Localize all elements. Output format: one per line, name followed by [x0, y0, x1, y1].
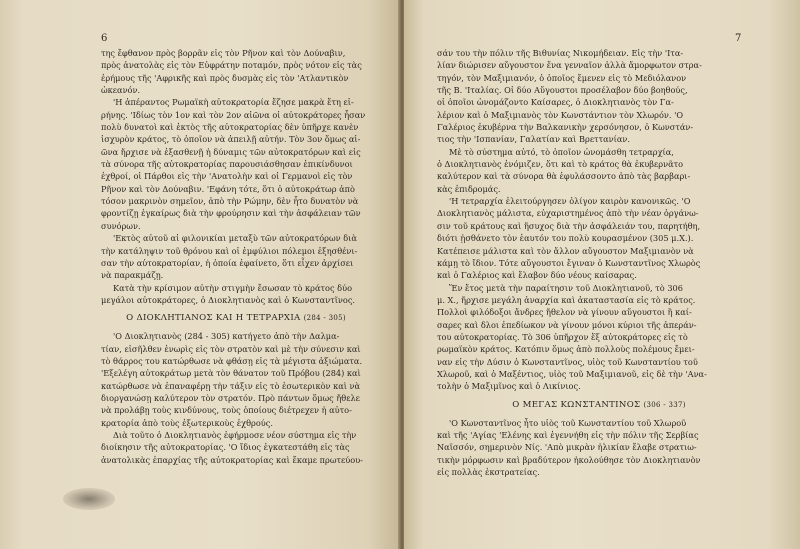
text-line: σαν τὴν αὐτοκρατορίαν, ἡ ὁποία ἐφαίνετο, ὅτι εἶχεν ἀρχίσει — [101, 257, 354, 268]
text-line: ρωμαϊκὸν κράτος. Κατόπιν ὅμως ἀπὸ πολλοὺς πολέμους ἔμει- — [437, 344, 695, 355]
paragraphs-after-heading — [437, 417, 761, 479]
text-line: ρήνης. 'Ιδίως τὸν 1ον καὶ τὸν 2ον αἰῶνα οἱ αὐτοκράτορες ἦσαν — [101, 109, 366, 120]
text-line: κατώρθωσε νὰ ἐπαναφέρῃ τὴν τάξιν εἰς τὸ ἐσωτερικὸν καὶ νὰ — [101, 380, 361, 391]
text-line: φροντίζῃ ἐγκαίρως διὰ τὴν φρούρησιν καὶ τὴν ἀσφάλειαν τῶν — [101, 208, 361, 219]
right-page — [404, 0, 800, 549]
text-line: σάν του τὴν πόλιν τῆς Βιθυνίας Νικομήδειαν. Εἰς τὴν 'Ιτα- — [437, 48, 684, 58]
paragraphs-before-heading — [437, 47, 761, 393]
text-line: τὴν κατάληψιν τοῦ θρόνου καὶ οἱ ἐμφύλιοι πόλεμοι ἐξησθένι- — [101, 245, 358, 256]
text-line: ἐχθροί, οἱ Πάρθοι εἰς τὴν 'Ανατολὴν καὶ οἱ Γερμανοὶ εἰς τὸν — [101, 171, 353, 182]
text-line: πρὸς ἀνατολὰς εἰς τὸν Εὐφράτην ποταμόν, πρὸς νότον εἰς τὰς — [101, 60, 362, 71]
text-line: ναν εἰς τὴν Δύσιν ὁ Κωνσταντῖνος, υἱὸς τοῦ Κωνσταντίου τοῦ — [437, 356, 698, 367]
text-line: κάμῃ τὸ ἴδιον. Τότε αὔγουστοι ἔγιναν ὁ Κωνσταντῖνος Χλωρὸς — [437, 257, 701, 268]
text-line: νὰ παρακμάζῃ. — [101, 270, 164, 281]
text-line: ὠκεανόν. — [101, 85, 141, 96]
section-heading-title: Ο ΜΕΓΑΣ ΚΩΝΣΤΑΝΤΙΝΟΣ — [512, 399, 641, 410]
section-heading — [101, 312, 371, 326]
text-line: σιν τοῦ κράτους καὶ ἥσυχος διὰ τὴν ἀσφάλειάν του, παρητήθη, — [437, 220, 701, 231]
text-line: πολὺ δυνατοὶ καὶ ἐκτὸς τῆς αὐτοκρατορίας δὲν ὑπῆρχε κανὲν — [101, 122, 359, 133]
section-heading — [437, 399, 761, 413]
text-line: Ἕν ἔτος μετὰ τὴν παραίτησιν τοῦ Διοκλητιανοῦ, τὸ 306 — [449, 282, 683, 293]
text-line: τίαν, εἰσῆλθεν ἐνωρὶς εἰς τὸν στρατὸν καὶ μὲ τὴν σύνεσιν καὶ — [101, 343, 361, 354]
text-line: τόσον μακρινὸν σημεῖον, ἀπὸ τὴν Ρώμην, δὲν ἦτο δυνατὸν νὰ — [101, 196, 359, 207]
text-line: μ. Χ., ἤρχισε μεγάλη ἀναρχία καὶ ἀκαταστασία εἰς τὸ κράτος. — [437, 294, 696, 305]
text-line: συνόρων. — [101, 220, 141, 231]
text-line: διοργανώσῃ καλύτερον τὸν στρατόν. Πρὸ πάντων ὅμως ἤθελε — [101, 392, 360, 403]
text-line: εἰς πολλὰς ἐκστρατείας. — [437, 467, 540, 477]
text-line: 'Ο Διοκλητιανὸς (284 - 305) κατήγετο ἀπὸ τὴν Δαλμα- — [113, 331, 340, 342]
text-line: κρατορία ἀπὸ τοὺς ἐξωτερικοὺς ἐχθρούς. — [101, 417, 273, 428]
text-line: καὶ ὁ Γαλέριος καὶ ἔλαβον δύο νέους καίσαρας. — [437, 270, 637, 281]
text-line: νὰ προλάβῃ τοὺς κινδύνους, τοὺς ὁποίους διέτρεχεν ἡ αὐτο- — [101, 405, 352, 416]
text-line: μεγάλοι αὐτοκράτορες, ὁ Διοκλητιανὸς καὶ ὁ Κωνσταντῖνος. — [101, 294, 356, 305]
text-line: ἐρήμους τῆς 'Αφρικῆς καὶ πρὸς δυσμὰς εἰς τὸν 'Ατλαντικὸν — [101, 72, 349, 83]
text-line: 'Εξελέγη αὐτοκράτωρ μετὰ τὸν θάνατον τοῦ Πρόβου (284) καὶ — [101, 368, 361, 379]
text-line: σαρες καὶ δλοι ἐπεδίωκον νὰ γίνουν μόνοι κύριοι τῆς ἀπεράν- — [437, 319, 697, 330]
text-line: Ρῆνον καὶ τὸν Δούναβιν. 'Εφάνη τότε, ὅτι ὁ αὐτοκράτωρ ἀπὸ — [101, 183, 355, 194]
page-text — [437, 47, 761, 478]
text-line: τηγόν, τὸν Μαξιμιανόν, ὁ ὁποῖος ἔμενεν εἰς τὸ Μεδιόλανον — [437, 72, 687, 83]
section-heading-title: Ο ΔΙΟΚΛΗΤΙΑΝΟΣ ΚΑΙ Η ΤΕΤΡΑΡΧΙΑ — [126, 313, 301, 324]
text-line: τικὴν μόρφωσιν καὶ βραδύτερον ἠκολούθησε τὸν Διοκλητιανὸν — [437, 454, 701, 465]
text-line: λίαν διώρισεν αὔγουστον ἕνα γενναῖον ἀλλὰ ἄμορφωτον στρα- — [437, 60, 702, 71]
text-line: Ναϊσσόν, σημερινὸν Νίς. 'Απὸ μικρὰν ἡλικίαν ἔλαβε στρατιω- — [437, 442, 697, 453]
page-stain — [63, 488, 115, 510]
text-line: της ἔφθανον πρὸς βορρᾶν εἰς τὸν Ρῆνον καὶ τὸν Δούναβιν, — [101, 48, 346, 58]
text-line: τὸ θάρρος του κατώρθωσε νὰ φθάσῃ εἰς τὰ μέγιστα ἀξιώματα. — [101, 355, 363, 366]
text-line: 'Ο Κωνσταντῖνος ἦτο υἱὸς τοῦ Κωνσταντίου τοῦ Χλωροῦ — [449, 417, 687, 428]
text-line: 'Η τετραρχία ἐλειτούργησεν ὀλίγον καιρὸν κανονικῶς. 'Ο — [449, 196, 691, 207]
text-line: διότι ᾐσθάνετο τὸν ἑαυτόν του πολὺ κουρασμένον (305 μ.Χ.). — [437, 233, 694, 244]
paragraphs-before-heading — [101, 47, 371, 306]
text-line: του αὐτοκρατορίας. Τὸ 306 ὑπῆρχον ἕξ αὐτοκράτορες εἰς τὸ — [437, 331, 688, 342]
text-line: τῆς Β. 'Ιταλίας. Οἱ δύο Αὔγουστοι προσέλαβον δύο βοηθούς, — [437, 85, 688, 96]
text-line: λέριον καὶ ὁ Μαξιμιανὸς τὸν Κωνστάντιον τὸν Χλωρόν. 'Ο — [437, 109, 684, 120]
page-text — [101, 47, 371, 466]
section-heading-years: (306 - 337) — [643, 400, 686, 409]
text-line: οἱ ὁποῖοι ὠνομάζοντο Καίσαρες, ὁ Διοκλητιανὸς τὸν Γα- — [437, 97, 674, 108]
text-line: Γαλέριος ἐκυβέρνα τὴν Βαλκανικὴν χερσόνησον, ὁ Κωνστάν- — [437, 122, 694, 133]
text-line: ἰσχυρὸν κράτος, τὸ ὁποῖον νὰ ἀπειλῇ αὐτήν. Τὸν 3ον ὅμως αἰ- — [101, 134, 361, 145]
text-line: Πολλοὶ φιλόδοξοι ἄνδρες ἤθελον νὰ γίνουν αὔγουστοι ἢ καί- — [437, 307, 692, 318]
page-number: 6 — [101, 33, 108, 44]
text-line: 'Η ἀπέραντος Ρωμαϊκὴ αὐτοκρατορία ἔζησε μακρὰ ἔτη εἰ- — [113, 97, 354, 108]
text-line: Κατέπεισε μάλιστα καὶ τὸν ἄλλον αὔγουστον Μαξιμιανὸν νὰ — [437, 245, 694, 256]
text-line: κὰς ἐπιδρομάς. — [437, 183, 501, 194]
text-line: τολὴν ὁ Μαξιμῖνος καὶ ὁ Λικίνιος. — [437, 381, 581, 392]
text-line: ὁ Διοκλητιανὸς ἐνόμιζεν, ὅτι καὶ τὸ κράτος θὰ ἐκυβερνᾶτο — [437, 159, 684, 170]
section-heading-years: (284 - 305) — [303, 314, 346, 323]
text-line: διοίκησιν τῆς αὐτοκρατορίας. 'Ο ἴδιος ἐγκατεστάθη εἰς τὰς — [101, 442, 350, 453]
text-line: Κατὰ τὴν κρίσιμον αὐτὴν στιγμὴν ἔσωσαν τὸ κράτος δύο — [113, 282, 353, 293]
text-line: καλύτερον καὶ τὰ σύνορα θὰ ἐφυλάσσοντο ἀπὸ τὰς βαρβαρι- — [437, 171, 691, 182]
paragraphs-after-heading — [101, 330, 371, 466]
text-line: καὶ τῆς 'Αγίας 'Ελένης καὶ ἐγεννήθη εἰς τὴν πόλιν τῆς Σερβίας — [437, 429, 699, 440]
text-line: ἀνατολικὰς ἐπαρχίας τῆς αὐτοκρατορίας καὶ ἔκαμε πρωτεύου- — [101, 454, 363, 465]
text-line: 'Εκτὸς αὐτοῦ αἱ φιλονικίαι μεταξὺ τῶν αὐτοκρατόρων διὰ — [113, 233, 357, 244]
page-number: 7 — [735, 33, 742, 44]
text-line: Διοκλητιανὸς μάλιστα, εὐχαριστημένος ἀπὸ τὴν νέαν ὀργάνω- — [437, 208, 699, 219]
text-line: ῶνα ἤρχισε νὰ ἐξασθενῇ ἡ δύναμις τῶν αὐτοκρατόρων καὶ εἰς — [101, 146, 361, 157]
text-line: τιος τὴν 'Ισπανίαν, Γαλατίαν καὶ Βρεττανίαν. — [437, 134, 630, 145]
text-line: Μὲ τὸ σύστημα αὐτό, τὸ ὁποῖον ὠνομάσθη τετραρχία, — [449, 146, 674, 157]
text-line: Διὰ τοῦτο ὁ Διοκλητιανὸς ἐφήρμοσε νέον σύστημα εἰς τὴν — [113, 429, 357, 440]
text-line: τὰ σύνορα τῆς αὐτοκρατορίας παρουσιάσθησαν ἐπικίνδυνοι — [101, 159, 353, 170]
text-line: Χλωροῦ, καὶ ὁ Μαξέντιος, υἱὸς τοῦ Μαξιμιανοῦ, εἰς δὲ τὴν 'Ανα- — [437, 368, 707, 379]
